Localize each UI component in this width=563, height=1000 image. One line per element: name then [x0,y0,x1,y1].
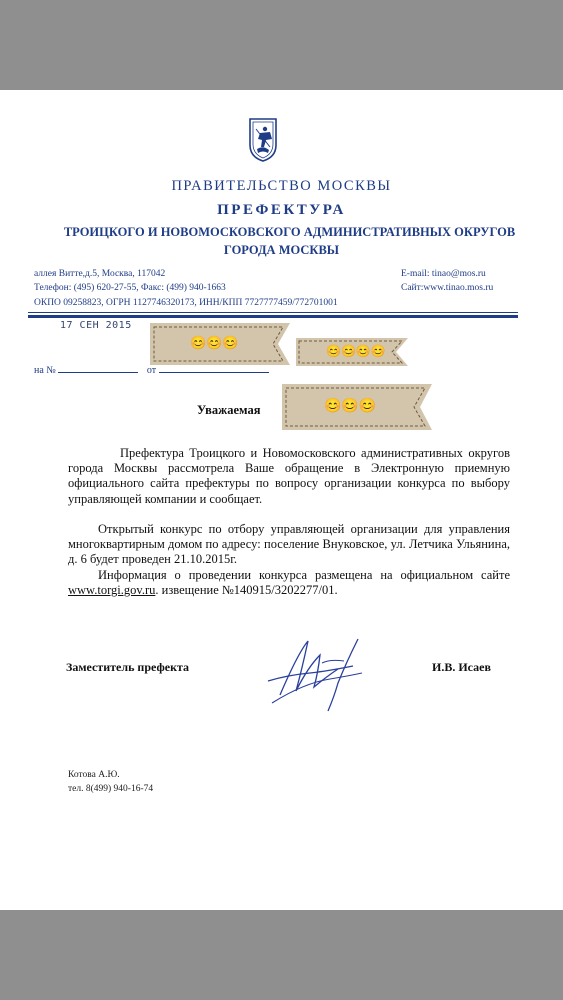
redaction-tag [282,384,432,435]
torgi-link[interactable]: www.torgi.gov.ru [68,583,156,598]
reg-date-label: от [146,365,157,376]
header-rule-thick [28,315,518,318]
districts-title-line1: ТРОИЦКОГО И НОВОМОСКОВСКОГО АДМИНИСТРАТИВНЫХ ОКРУГОВ [63,225,516,239]
body-paragraph-1 [68,446,510,507]
email-text: E-mail: tinao@mos.ru [401,269,486,279]
signer-position: Заместитель префекта [66,660,190,674]
signer-name: И.В. Исаев [432,660,491,674]
body-paragraph-1-text: Префектура Троицкого и Новомосковского административных округов города Москвы рассмотрела Ваше обращение в Электронную приемную официального сайта префектуры по вопросу организации конкурса по выбору управляющей компании и сообщает. [68,446,510,506]
letter-page [0,90,563,910]
registration-date-stamp: 17 СЕН 2015 [60,320,132,331]
body-paragraph-2 [68,522,510,568]
executor-phone: тел. 8(499) 940-16-74 [68,784,154,794]
website-text: Сайт:www.tinao.mos.ru [401,283,494,293]
executor-name: Котова А.Ю. [68,770,120,780]
notice-number-text: . извещение №140915/3202277/01. [155,583,338,598]
moscow-coat-of-arms-icon [248,117,278,163]
greeting: Уважаемая [197,403,261,417]
org-codes-text: ОКПО 09258823, ОГРН 1127746320173, ИНН/КПП 7727777459/772701001 [34,298,338,308]
reg-number-line [58,364,138,373]
reg-number-label: на № [34,365,56,376]
redaction-emoji: 😊😊😊 [324,399,377,414]
phone-text: Телефон: (495) 620-27-55, Факс: (499) 940-1663 [34,283,226,293]
redaction-emoji: 😊😊😊😊 [326,344,386,358]
address-text: аллея Витте,д.5, Москва, 117042 [34,269,166,279]
prefecture-title: ПРЕФЕКТУРА [217,202,346,218]
body-paragraph-3-text: Информация о проведении конкурса размещена на официальном сайте [98,568,510,582]
redaction-tag [296,338,408,371]
handwritten-signature [258,633,378,713]
redaction-emoji: 😊😊😊 [190,335,239,350]
body-paragraph-2-text: Открытый конкурс по отбору управляющей организации для управления многоквартирным домом по адресу: поселение Внуковское, ул. Летчика Ульянина, д. 6 будет проведен 21.10.2015г. [68,522,510,567]
header-rule-thin [28,312,518,313]
government-title: ПРАВИТЕЛЬСТВО МОСКВЫ [171,178,392,194]
districts-title-line2: ГОРОДА МОСКВЫ [223,243,340,257]
redaction-tag [150,323,290,370]
body-paragraph-3 [68,568,510,598]
